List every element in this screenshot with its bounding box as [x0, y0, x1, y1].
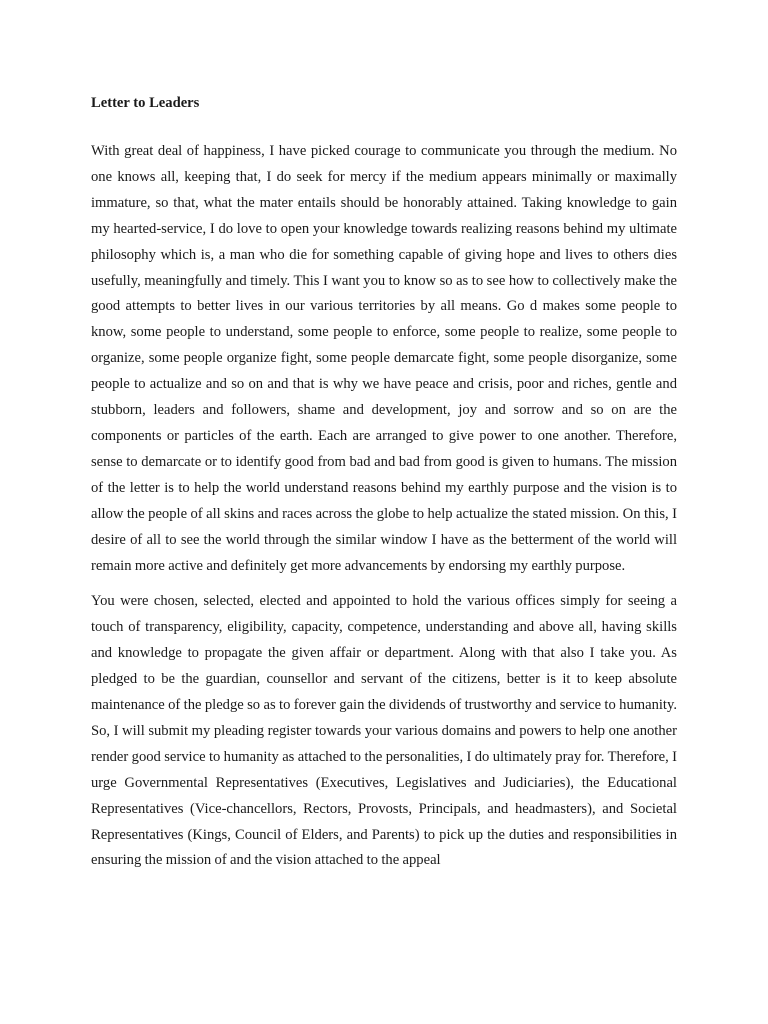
letter-body: [91, 92, 677, 884]
document-title: Letter to Leaders: [91, 95, 200, 111]
paragraph-2: You were chosen, selected, elected and appointed to hold the various offices simply for seeing a touch of transparency, eligibility, capacity, competence, understanding and above all, having skills and knowledge to propagate the given affair or department. Along with that also I take you. As pledged to be the guardian, counsellor and servant of the citizens, better is it to keep absolute maintenance of the pledge so as to forever gain the dividends of trustworthy and service to humanity. So, I will submit my pleading register towards your various domains and powers to help one another render good service to humanity as attached to the personalities, I do ultimately pray for. Therefore, I urge Governmental Representatives (Executives, Legislatives and Judiciaries), the Educational Representatives (Vice-chancellors, Rectors, Provosts, Principals, and headmasters), and Societal Representatives (Kings, Council of Elders, and Parents) to pick up the duties and responsibilities in ensuring the mission of and the vision attached to the appeal: [91, 593, 677, 869]
paragraph-1: With great deal of happiness, I have picked courage to communicate you through the medium. No one knows all, keeping that, I do seek for mercy if the medium appears minimally or maximally immature, so that, what the mater entails should be honorably attained. Taking knowledge to gain my hearted-service, I do love to open your knowledge towards realizing reasons behind my ultimate philosophy which is, a man who die for something capable of giving hope and lives to others dies usefully, meaningfully and timely. This I want you to know so as to see how to collectively make the good attempts to better lives in our various territories by all means. Go d makes some people to know, some people to understand, some people to enforce, some people to realize, some people to organize, some people organize fight, some people demarcate fight, some people disorganize, some people to actualize and so on and that is why we have peace and crisis, poor and riches, gentle and stubborn, leaders and followers, shame and development, joy and sorrow and so on are the components or particles of the earth. Each are arranged to give power to one another. Therefore, sense to demarcate or to identify good from bad and bad from good is given to humans. The mission of the letter is to help the world understand reasons behind my earthly purpose and the vision is to allow the people of all skins and races across the globe to help actualize the stated mission. On this, I desire of all to see the world through the similar window I have as the betterment of the world will remain more active and definitely get more advancements by endorsing my earthly purpose.: [91, 143, 677, 574]
